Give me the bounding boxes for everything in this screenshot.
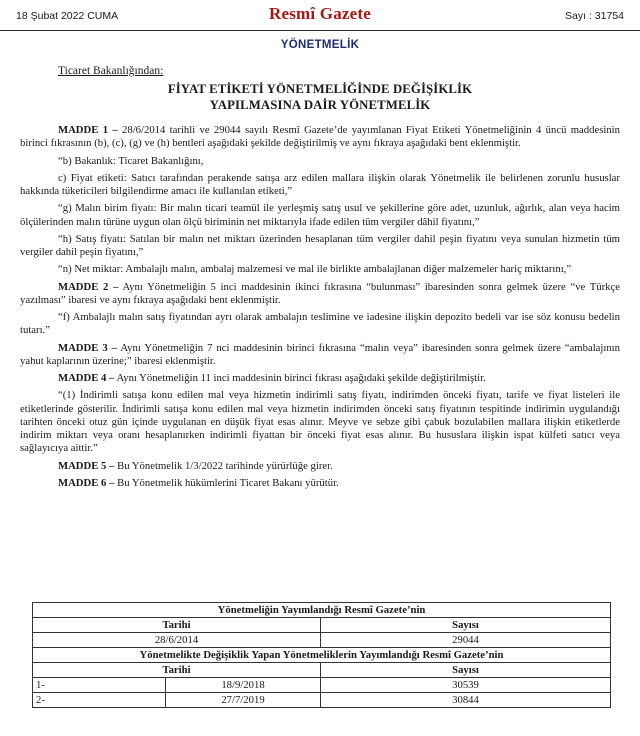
table-title-row (33, 603, 611, 618)
paragraph (20, 124, 620, 150)
gazette-header (0, 0, 640, 31)
article-label: MADDE 4 – (58, 372, 115, 385)
paragraph-text: Aynı Yönetmeliğin 11 inci maddesinin birinci fıkrası aşağıdaki şekilde değiştirilmiştir. (114, 372, 486, 385)
original-number: 29044 (321, 633, 611, 648)
amendment-index: 1- (33, 678, 166, 693)
column-header-number: Sayısı (321, 618, 611, 633)
document-title-line-2: YAPILMASINA DAİR YÖNETMELİK (209, 98, 431, 112)
paragraph-text: 28/6/2014 tarihli ve 29044 sayılı Resmî Gazete’de yayımlanan Fiyat Etiketi Yönetmeliğinin 4 üncü maddesinin birinci fıkrasının (b), (c), (g) ve (h) bentleri aşağıdaki şekilde değiştirilmiş ve aynı fıkraya aşağıdaki bent eklenmiştir. (20, 124, 620, 150)
paragraph (20, 460, 620, 473)
paragraph (20, 281, 620, 307)
article-label: MADDE 5 – (58, 459, 115, 472)
paragraph (20, 233, 620, 259)
paragraph (20, 477, 620, 490)
amendment-date: 18/9/2018 (166, 678, 321, 693)
table-title-amendments: Yönetmelikte Değişiklik Yapan Yönetmeliklerin Yayımlandığı Resmî Gazete’nin (33, 648, 611, 663)
column-header-date: Tarihi (33, 618, 321, 633)
paragraph-text: c) Fiyat etiketi: Satıcı tarafından perakende satışa arz edilen mallara ilişkin olarak Yönetmelik ile belirlenen zorunlu hususlar hakkında tüketicileri bilgilendirme amacı ile kullanılan etiketi,” (20, 171, 620, 197)
paragraph-text: “f) Ambalajlı malın satış fiyatından ayrı olarak ambalajın teslimine ve iadesine ilişkin depozito bedeli var ise söz konusu bedelin tutarı.” (20, 311, 620, 337)
article-label: MADDE 6 – (58, 476, 115, 489)
paragraph-text: Aynı Yönetmeliğin 5 inci maddesinin ikinci fıkrasına “bulunması” ibaresinden sonra gelmek üzere “ve Türkçe yazılması” ibaresi ve aynı fıkraya aşağıdaki bent eklenmiştir. (20, 280, 621, 306)
paragraph (20, 263, 620, 276)
table-row (33, 633, 611, 648)
amendment-date: 27/7/2019 (166, 693, 321, 708)
paragraph (20, 342, 620, 368)
article-label: MADDE 1 – (58, 124, 118, 136)
amendment-index: 2- (33, 693, 166, 708)
issue-date: 18 Şubat 2022 CUMA (16, 10, 119, 22)
paragraph (20, 372, 620, 385)
paragraph (20, 155, 620, 168)
issue-number: Sayı : 31754 (565, 10, 624, 22)
column-header-number: Sayısı (321, 663, 611, 678)
paragraph-text: “n) Net miktar: Ambalajlı malın, ambalaj malzemesi ve mal ile birlikte ambalajlanan diğer malzemeler hariç miktarını,” (58, 263, 572, 276)
table-header-row (33, 663, 611, 678)
issuing-ministry: Ticaret Bakanlığından: (58, 65, 164, 77)
amendment-number: 30844 (321, 693, 611, 708)
paragraph (20, 389, 620, 455)
paragraph-text: Aynı Yönetmeliğin 7 nci maddesinin birinci fıkrasına “malın veya” ibaresinden sonra gelmek üzere “ambalajının yahut kaplarının üzerine;” ibaresi eklenmiştir. (20, 341, 620, 367)
table-title-row (33, 648, 611, 663)
paragraph-text: “(1) İndirimli satışa konu edilen mal veya hizmetin indirimli satış fiyatı, indirimden önceki fiyatı, tarife ve fiyat listeleri ile etiketlerinde gösterilir. İndirimli satışa konu edilen mal veya hizmetin indirimden önceki satış fiyatının tespitinde indirimin uygulandığı tarihten önceki otuz gün içinde uygulanan en düşük fiyat esas alınır. Meyve ve sebze gibi çabuk bozulabilen mallara ilişkin etiketlerde indirim miktarı veya oranı hesaplanırken indirimli fiyattan bir önceki fiyat esas alınır. Bu hususlara ilişkin ispat külfeti satıcı veya sağlayıcıya aittir.” (20, 389, 620, 455)
table-title-original: Yönetmeliğin Yayımlandığı Resmî Gazete’nin (33, 603, 611, 618)
document-title-line-1: FİYAT ETİKETİ YÖNETMELİĞİNDE DEĞİŞİKLİK (167, 82, 473, 96)
paragraph-text: Bu Yönetmelik hükümlerini Ticaret Bakanı yürütür. (114, 476, 339, 489)
paragraph (20, 202, 620, 228)
article-label: MADDE 2 – (58, 280, 119, 293)
paragraph (20, 311, 620, 337)
table-header-row (33, 618, 611, 633)
original-date: 28/6/2014 (33, 633, 321, 648)
section-heading: YÖNETMELİK (280, 39, 360, 51)
gazette-title: Resmî Gazete (269, 4, 371, 23)
paragraph-text: “b) Bakanlık: Ticaret Bakanlığını, (58, 154, 204, 167)
document-title (0, 81, 640, 113)
paragraph-text: Bu Yönetmelik 1/3/2022 tarihinde yürürlüğe girer. (114, 459, 333, 472)
article-label: MADDE 3 – (58, 341, 118, 354)
publication-table (32, 602, 611, 708)
regulation-body (20, 124, 620, 494)
amendment-number: 30539 (321, 678, 611, 693)
paragraph (20, 172, 620, 198)
table-row (33, 693, 611, 708)
column-header-date: Tarihi (33, 663, 321, 678)
paragraph-text: “h) Satış fiyatı: Satılan bir malın net miktarı üzerinden hesaplanan tüm vergiler dahil peşin fiyatını veya sunulan hizmetin tüm vergiler dahil peşin fiyatını,” (20, 232, 620, 258)
paragraph-text: “g) Malın birim fiyatı: Bir malın ticari teamül ile yerleşmiş satış usul ve şekillerine göre adet, uzunluk, ağırlık, alan veya hacim ölçülerinden malın türüne uygun olan ölçü biriminin net miktarıyla ifade edilen tüm vergiler dâhil fiyatını,” (20, 202, 620, 228)
table-row (33, 678, 611, 693)
